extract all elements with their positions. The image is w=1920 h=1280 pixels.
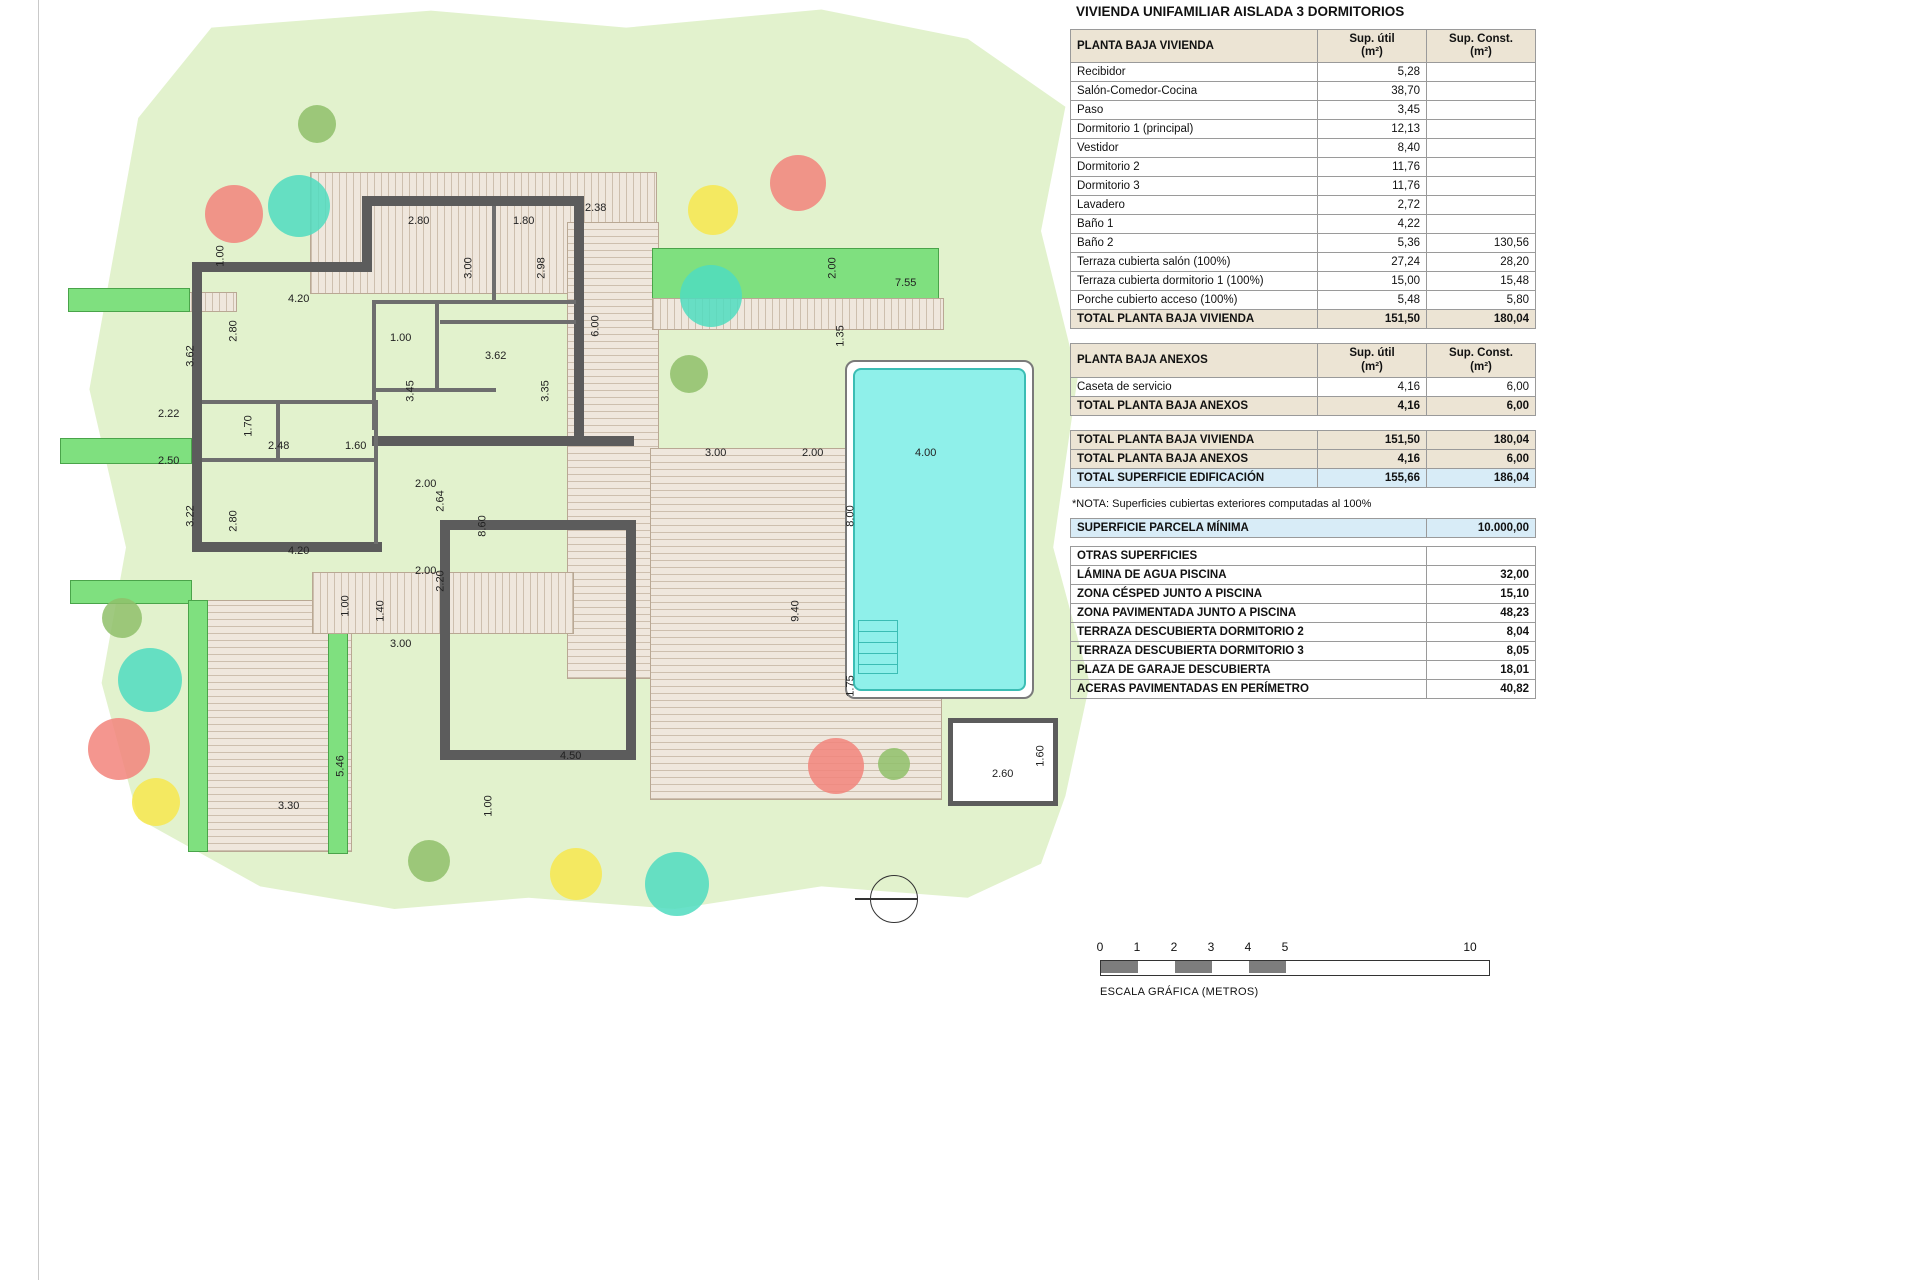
cell-value: 12,13 (1318, 120, 1427, 139)
cell-value: 2,72 (1318, 196, 1427, 215)
tree-symbol (298, 105, 336, 143)
cell-value: 6,00 (1427, 396, 1536, 415)
tree-symbol (670, 355, 708, 393)
scale-tick-label: 2 (1170, 940, 1178, 954)
scale-tick-label: 5 (1281, 940, 1289, 954)
th-util-l2: (m²) (1361, 46, 1383, 59)
pool-steps (858, 620, 898, 674)
cell-value: 4,16 (1318, 396, 1427, 415)
cell-value: 6,00 (1427, 449, 1536, 468)
cell-label: Terraza cubierta salón (100%) (1071, 253, 1318, 272)
table-row (1071, 584, 1536, 603)
dimension-label: 3.45 (404, 380, 417, 402)
dimension-label: 2.00 (415, 478, 437, 490)
cell-label: Baño 2 (1071, 234, 1318, 253)
table-row (1071, 139, 1536, 158)
dimension-label: 2.80 (227, 510, 240, 532)
cell-value: 10.000,00 (1427, 518, 1536, 537)
cell-label: TOTAL PLANTA BAJA ANEXOS (1071, 396, 1318, 415)
dimension-label: 2.80 (227, 320, 240, 342)
cell-label: Vestidor (1071, 139, 1318, 158)
scale-tick-label: 4 (1244, 940, 1252, 954)
tree-symbol (878, 748, 910, 780)
dimension-label: 2.00 (415, 565, 437, 577)
lawn-strip-garage-west (188, 600, 208, 852)
partition-9 (374, 404, 378, 544)
dimension-label: 1.70 (242, 415, 255, 437)
tree-symbol (688, 185, 738, 235)
cell-value: 5,80 (1427, 291, 1536, 310)
cell-label: Lavadero (1071, 196, 1318, 215)
cell-label: Dormitorio 3 (1071, 177, 1318, 196)
cell-value (1427, 177, 1536, 196)
table-row (1071, 603, 1536, 622)
table-planta-baja-vivienda (1070, 29, 1536, 329)
dimension-label: 2.00 (802, 447, 824, 459)
area-schedule-panel (1070, 0, 1540, 713)
tree-symbol (268, 175, 330, 237)
th-anexo: PLANTA BAJA ANEXOS (1071, 344, 1318, 377)
dimension-label: 1.00 (390, 332, 412, 344)
dimension-label: 3.35 (539, 380, 552, 402)
wall-west-bottom (192, 542, 382, 552)
cell-value: 180,04 (1427, 430, 1536, 449)
cell-value: 8,40 (1318, 139, 1427, 158)
dimension-label: 3.00 (390, 638, 412, 650)
dimension-label: 2.20 (434, 570, 447, 592)
dimension-label: 4.20 (288, 545, 310, 557)
partition-5 (435, 300, 439, 392)
lawn-strip-west-1 (68, 288, 190, 312)
cell-label: ZONA CÉSPED JUNTO A PISCINA (1071, 584, 1427, 603)
th-const-l1: Sup. Const. (1449, 33, 1513, 45)
cell-value: 180,04 (1427, 310, 1536, 329)
th-const (1427, 30, 1536, 63)
table-row (1071, 679, 1536, 698)
table-row (1071, 565, 1536, 584)
cell-label: Caseta de servicio (1071, 377, 1318, 396)
table-row (1071, 82, 1536, 101)
cell-value (1427, 215, 1536, 234)
cell-label: ZONA PAVIMENTADA JUNTO A PISCINA (1071, 603, 1427, 622)
dimension-label: 2.98 (535, 257, 548, 279)
th-const-l2: (m²) (1470, 46, 1492, 59)
cell-label: Recibidor (1071, 63, 1318, 82)
dimension-label: 4.00 (915, 447, 937, 459)
table-row (1071, 253, 1536, 272)
cell-label: Paso (1071, 101, 1318, 120)
cell-label: Terraza cubierta dormitorio 1 (100%) (1071, 272, 1318, 291)
cell-value: 5,36 (1318, 234, 1427, 253)
table-row (1071, 272, 1536, 291)
cell-label: TOTAL PLANTA BAJA ANEXOS (1071, 449, 1318, 468)
cell-value: 186,04 (1427, 468, 1536, 487)
cell-value: 155,66 (1318, 468, 1427, 487)
table-otras-superficies (1070, 546, 1536, 699)
tree-symbol (645, 852, 709, 916)
dimension-label: 4.20 (288, 293, 310, 305)
dimension-label: 9.40 (789, 600, 802, 622)
tree-symbol (132, 778, 180, 826)
table-row (1071, 546, 1536, 565)
partition-8 (202, 458, 378, 462)
cell-value (1427, 139, 1536, 158)
wall-north (362, 196, 584, 206)
dimension-label: 3.00 (462, 257, 475, 279)
cell-label: Dormitorio 2 (1071, 158, 1318, 177)
table-row (1071, 641, 1536, 660)
cell-value: 38,70 (1318, 82, 1427, 101)
cell-value: 8,04 (1427, 622, 1536, 641)
tree-symbol (88, 718, 150, 780)
cell-value: 15,48 (1427, 272, 1536, 291)
cell-value: 5,48 (1318, 291, 1427, 310)
table-row (1071, 291, 1536, 310)
table-row (1071, 449, 1536, 468)
cell-label: LÁMINA DE AGUA PISCINA (1071, 565, 1427, 584)
dimension-label: 7.55 (895, 277, 917, 289)
scale-track (1100, 960, 1490, 976)
cell-label: OTRAS SUPERFICIES (1071, 546, 1427, 565)
cell-value (1427, 158, 1536, 177)
cell-label: TOTAL PLANTA BAJA VIVIENDA (1071, 310, 1318, 329)
cell-label: Salón-Comedor-Cocina (1071, 82, 1318, 101)
dimension-label: 2.48 (268, 440, 290, 452)
cell-value: 4,16 (1318, 377, 1427, 396)
table-row (1071, 215, 1536, 234)
cell-value (1427, 120, 1536, 139)
wall-mid-corner (624, 436, 634, 446)
cell-value: 151,50 (1318, 310, 1427, 329)
dimension-label: 2.80 (408, 215, 430, 227)
cell-label: Baño 1 (1071, 215, 1318, 234)
table-row (1071, 468, 1536, 487)
cell-value (1427, 82, 1536, 101)
cell-value: 5,28 (1318, 63, 1427, 82)
dimension-label: 1.35 (834, 325, 847, 347)
wall-living-east (626, 520, 636, 760)
dimension-label: 3.22 (184, 505, 197, 527)
dimension-label: 2.50 (158, 455, 180, 467)
sheet-margin-line (38, 0, 39, 1280)
dimension-label: 2.60 (992, 768, 1014, 780)
dimension-label: 1.40 (374, 600, 387, 622)
cell-value: 151,50 (1318, 430, 1427, 449)
cell-value: 40,82 (1427, 679, 1536, 698)
cell-label: Porche cubierto acceso (100%) (1071, 291, 1318, 310)
cell-value: 48,23 (1427, 603, 1536, 622)
table-row (1071, 196, 1536, 215)
dimension-label: 3.30 (278, 800, 300, 812)
wall-living-south (440, 750, 636, 760)
table-row (1071, 177, 1536, 196)
dimension-label: 2.64 (434, 490, 447, 512)
dimension-label: 1.60 (1034, 745, 1047, 767)
cell-value (1427, 196, 1536, 215)
scale-tick-label: 3 (1207, 940, 1215, 954)
dimension-label: 2.22 (158, 408, 180, 420)
cell-value: 4,16 (1318, 449, 1427, 468)
scale-tick-label: 10 (1463, 940, 1477, 954)
cell-value (1427, 63, 1536, 82)
north-symbol-icon (870, 875, 918, 923)
cell-label: TOTAL SUPERFICIE EDIFICACIÓN (1071, 468, 1318, 487)
table-row (1071, 377, 1536, 396)
tree-symbol (408, 840, 450, 882)
cell-label: TERRAZA DESCUBIERTA DORMITORIO 2 (1071, 622, 1427, 641)
dimension-label: 8.60 (476, 515, 489, 537)
scale-tick-label: 1 (1133, 940, 1141, 954)
dimension-label: 3.00 (705, 447, 727, 459)
tree-symbol (118, 648, 182, 712)
tree-symbol (808, 738, 864, 794)
tree-symbol (205, 185, 263, 243)
dimension-label: 1.75 (844, 675, 857, 697)
tree-symbol (550, 848, 602, 900)
dimension-label: 8.00 (844, 505, 857, 527)
lawn-strip-garage-east (328, 612, 348, 854)
partition-10 (440, 300, 576, 304)
table-row (1071, 396, 1536, 415)
cell-value: 15,00 (1318, 272, 1427, 291)
dimension-label: 1.00 (482, 795, 495, 817)
cell-value: 11,76 (1318, 177, 1427, 196)
table-totales (1070, 430, 1536, 488)
tree-symbol (770, 155, 826, 211)
wall-mid (372, 436, 634, 446)
dimension-label: 3.62 (485, 350, 507, 362)
table-row (1071, 518, 1536, 537)
wall-ne (574, 196, 584, 436)
cell-value: 27,24 (1318, 253, 1427, 272)
partition-11 (440, 320, 576, 324)
table-row (1071, 234, 1536, 253)
dimension-label: 3.62 (184, 345, 197, 367)
table-row (1071, 158, 1536, 177)
dimension-label: 5.46 (334, 755, 347, 777)
cell-value (1427, 101, 1536, 120)
wall-living-north (440, 520, 636, 530)
table-planta-baja-anexos (1070, 343, 1536, 415)
tree-symbol (680, 265, 742, 327)
table-row (1071, 660, 1536, 679)
partition-4 (492, 206, 496, 302)
table-row (1071, 120, 1536, 139)
cell-value (1427, 546, 1536, 565)
graphic-scale (1096, 940, 1490, 998)
table-parcela (1070, 518, 1536, 538)
th-util (1318, 30, 1427, 63)
dimension-label: 1.00 (339, 595, 352, 617)
cell-label: PLAZA DE GARAJE DESCUBIERTA (1071, 660, 1427, 679)
th-util-l1: Sup. útil (1349, 33, 1395, 45)
cell-value: 6,00 (1427, 377, 1536, 396)
cell-value: 28,20 (1427, 253, 1536, 272)
wall-living-west (440, 520, 450, 760)
cell-label: Dormitorio 1 (principal) (1071, 120, 1318, 139)
scale-caption: ESCALA GRÁFICA (METROS) (1100, 986, 1259, 998)
wall-nw (362, 196, 372, 268)
page-title: VIVIENDA UNIFAMILIAR AISLADA 3 DORMITORIOS (1076, 4, 1405, 19)
cell-label: SUPERFICIE PARCELA MÍNIMA (1071, 518, 1427, 537)
tree-symbol (102, 598, 142, 638)
table-row (1071, 430, 1536, 449)
cell-value: 8,05 (1427, 641, 1536, 660)
dimension-label: 4.50 (560, 750, 582, 762)
cell-value: 32,00 (1427, 565, 1536, 584)
th-anexo-const: Sup. Const. (m²) (1427, 344, 1536, 377)
table-row (1071, 101, 1536, 120)
cell-value: 15,10 (1427, 584, 1536, 603)
dimension-label: 6.00 (589, 315, 602, 337)
table-row (1071, 63, 1536, 82)
cell-value: 130,56 (1427, 234, 1536, 253)
cell-value: 3,45 (1318, 101, 1427, 120)
th-room: PLANTA BAJA VIVIENDA (1071, 30, 1318, 63)
cell-value: 11,76 (1318, 158, 1427, 177)
table-row (1071, 310, 1536, 329)
footnote: *NOTA: Superficies cubiertas exteriores computadas al 100% (1072, 497, 1372, 510)
dimension-label: 2.00 (826, 257, 839, 279)
th-anexo-util: Sup. útil (m²) (1318, 344, 1427, 377)
cell-label: ACERAS PAVIMENTADAS EN PERÍMETRO (1071, 679, 1427, 698)
cell-label: TOTAL PLANTA BAJA VIVIENDA (1071, 430, 1318, 449)
dimension-label: 2.38 (585, 202, 607, 214)
table-row (1071, 622, 1536, 641)
dimension-label: 1.80 (513, 215, 535, 227)
scale-tick-label: 0 (1096, 940, 1104, 954)
cell-value: 4,22 (1318, 215, 1427, 234)
cell-label: TERRAZA DESCUBIERTA DORMITORIO 3 (1071, 641, 1427, 660)
dimension-label: 1.00 (214, 245, 227, 267)
dimension-label: 1.60 (345, 440, 367, 452)
cell-value: 18,01 (1427, 660, 1536, 679)
partition-6 (202, 400, 378, 404)
